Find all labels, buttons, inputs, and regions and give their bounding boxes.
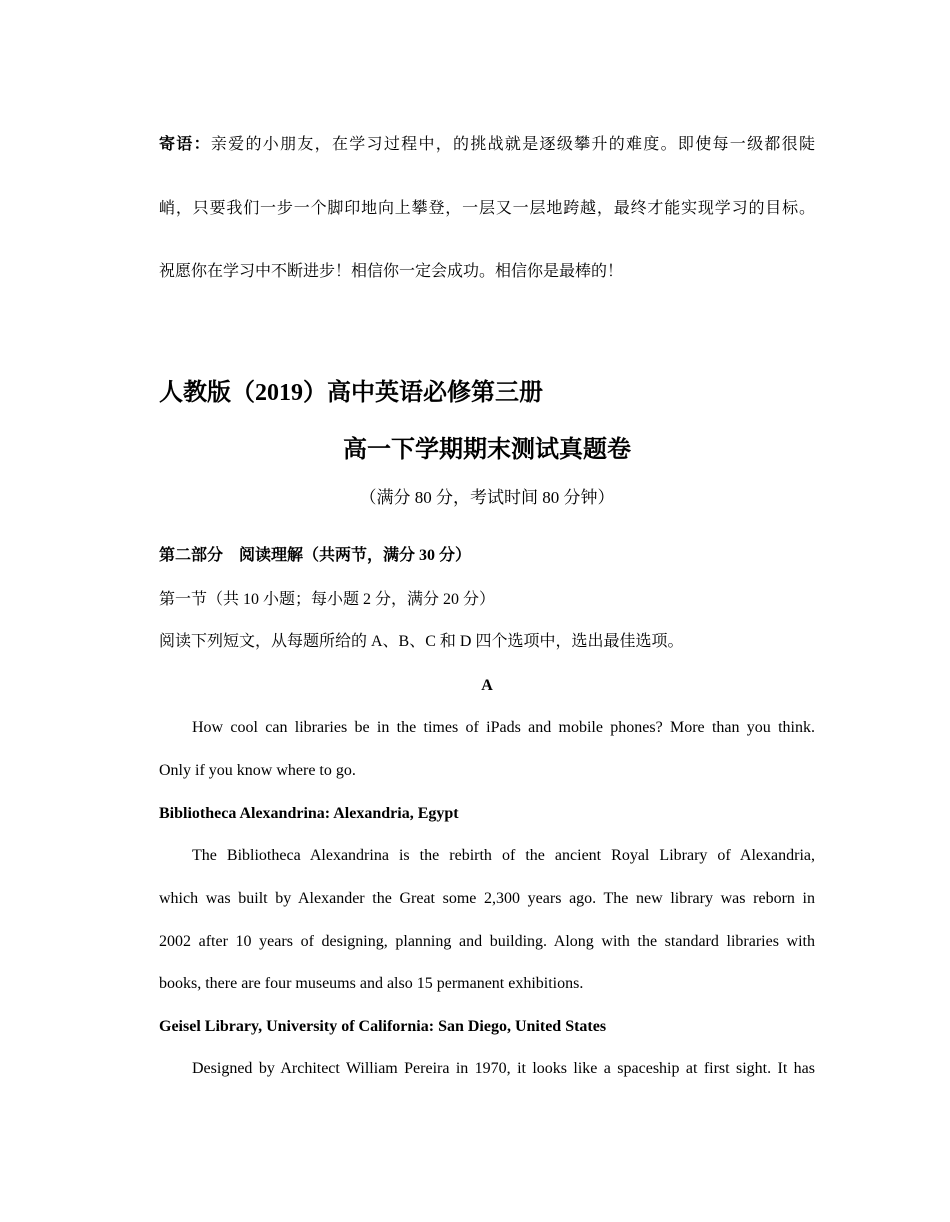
document-title: 人教版（2019）高中英语必修第三册 (159, 380, 543, 406)
library-1-line-2: which was built by Alexander the Great some 2,300 years ago. The new library was reborn in (159, 890, 815, 907)
subsection-heading: 第一节（共 10 小题；每小题 2 分，满分 20 分） (159, 591, 496, 608)
library-1-heading: Bibliotheca Alexandrina: Alexandria, Egypt (159, 805, 459, 822)
section-instructions: 阅读下列短文，从每题所给的 A、B、C 和 D 四个选项中，选出最佳选项。 (159, 633, 684, 650)
passage-letter: A (481, 677, 493, 694)
passage-intro-line-1: How cool can libraries be in the times of iPads and mobile phones? More than you think. (192, 719, 815, 736)
section-part-heading: 第二部分 阅读理解（共两节，满分 30 分） (159, 547, 472, 564)
passage-intro-line-2: Only if you know where to go. (159, 762, 356, 779)
library-2-line-1: Designed by Architect William Pereira in 1970, it looks like a spaceship at first sight. It has (192, 1060, 815, 1077)
library-1-line-3: 2002 after 10 years of designing, planning and building. Along with the standard libraries with (159, 933, 815, 950)
message-line-3: 祝愿你在学习中不断进步！相信你一定会成功。相信你是最棒的！ (159, 263, 624, 280)
message-label: 寄语： (159, 136, 211, 153)
message-line-2: 峭，只要我们一步一个脚印地向上攀登，一层又一层地跨越，最终才能实现学习的目标。 (159, 200, 815, 217)
library-2-heading: Geisel Library, University of California: San Diego, United States (159, 1018, 607, 1035)
exam-info: （满分 80 分，考试时间 80 分钟） (359, 488, 615, 507)
message-line-1 (159, 135, 815, 155)
library-1-line-4: books, there are four museums and also 15 permanent exhibitions. (159, 975, 584, 992)
document-subtitle: 高一下学期期末测试真题卷 (343, 437, 631, 463)
message-text-1: 亲爱的小朋友，在学习过程中，的挑战就是逐级攀升的难度。即使每一级都很陡 (210, 136, 815, 153)
library-1-line-1: The Bibliotheca Alexandrina is the rebirth of the ancient Royal Library of Alexandria, (192, 847, 815, 864)
